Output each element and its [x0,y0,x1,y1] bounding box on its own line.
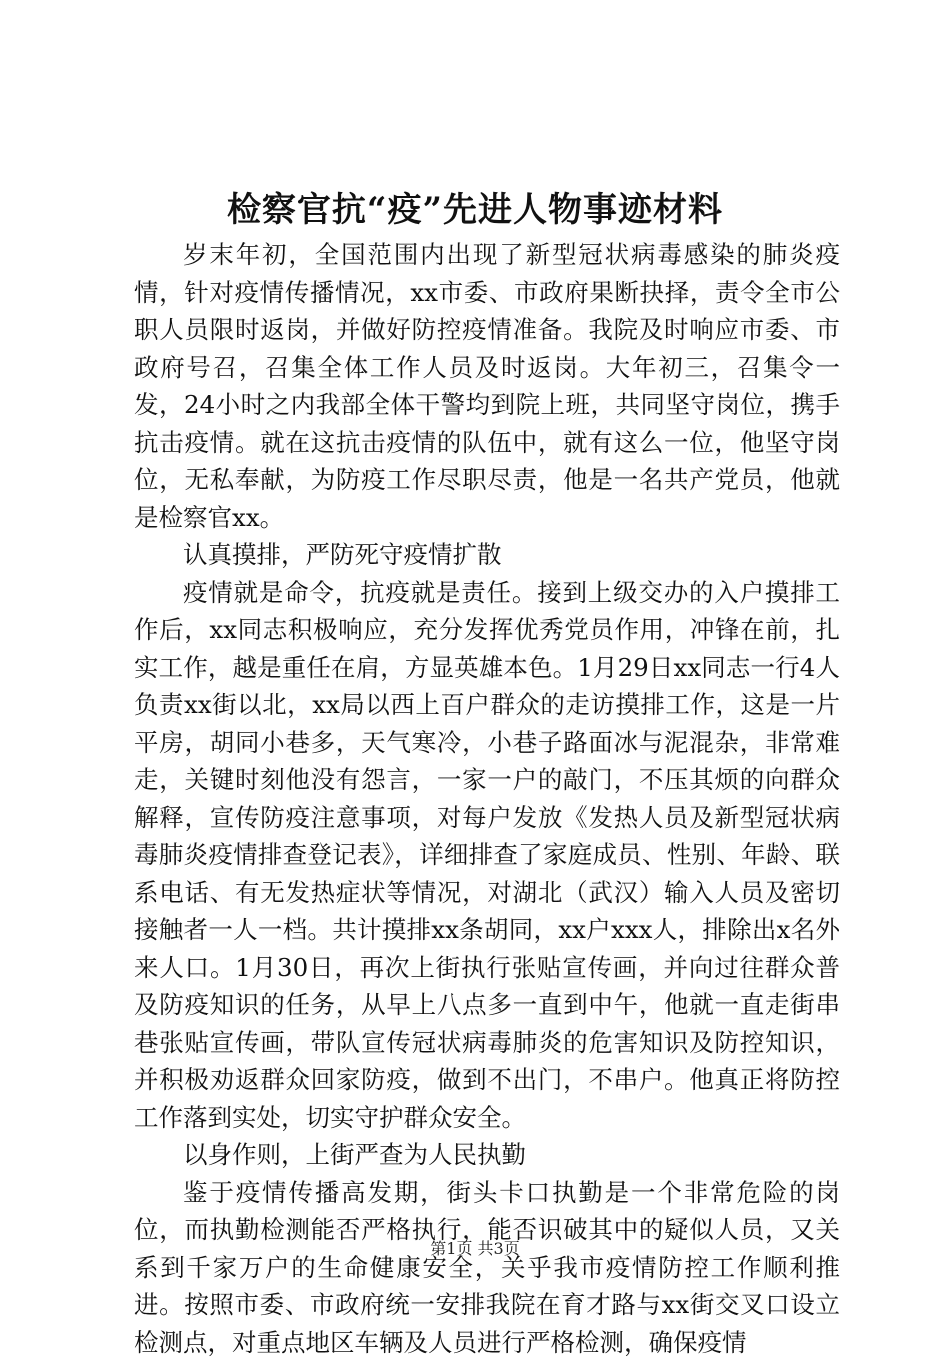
section-heading-2: 以身作则，上街严查为人民执勤 [134,1136,840,1174]
document-title: 检察官抗“疫”先进人物事迹材料 [0,186,950,234]
paragraph-section-1: 疫情就是命令，抗疫就是责任。接到上级交办的入户摸排工作后，xx同志积极响应，充分发挥优秀党员作用，冲锋在前，扎实工作，越是重任在肩，方显英雄本色。1月29日xx同志一行4人负责xx街以北，xx局以西上百户群众的走访摸排工作，这是一片平房，胡同小巷多，天气寒冷，小巷子路面冰与泥混杂，非常难走，关键时刻他没有怨言，一家一户的敲门，不压其烦的向群众解释，宣传防疫注意事项，对每户发放《发热人员及新型冠状病毒肺炎疫情排查登记表》，详细排查了家庭成员、性别、年龄、联系电话、有无发热症状等情况，对湖北（武汉）输入人员及密切接触者一人一档。共计摸排xx条胡同，xx户xxx人，排除出x名外来人口。1月30日，再次上街执行张贴宣传画，并向过往群众普及防疫知识的任务，从早上八点多一直到中午，他就一直走街串巷张贴宣传画，带队宣传冠状病毒肺炎的危害知识及防控知识，并积极劝返群众回家防疫，做到不出门，不串户。他真正将防控工作落到实处，切实守护群众安全。 [134,574,840,1137]
paragraph-section-2: 鉴于疫情传播高发期，街头卡口执勤是一个非常危险的岗位，而执勤检测能否严格执行，能否识破其中的疑似人员，又关系到千家万户的生命健康安全，关乎我市疫情防控工作顺利推进。按照市委、市政府统一安排我院在育才路与xx街交叉口设立检测点，对重点地区车辆及人员进行严格检测，确保疫情 [134,1174,840,1361]
paragraph-intro: 岁末年初，全国范围内出现了新型冠状病毒感染的肺炎疫情，针对疫情传播情况，xx市委、市政府果断抉择，责令全市公职人员限时返岗，并做好防控疫情准备。我院及时响应市委、市政府号召，召集全体工作人员及时返岗。大年初三，召集令一发，24小时之内我部全体干警均到院上班，共同坚守岗位，携手抗击疫情。就在这抗击疫情的队伍中，就有这么一位，他坚守岗位，无私奉献，为防疫工作尽职尽责，他是一名共产党员，他就是检察官xx。 [134,236,840,536]
page-footer: 第1页 共3页 [0,1238,950,1260]
section-heading-1: 认真摸排，严防死守疫情扩散 [134,536,840,574]
document-body [134,236,840,1361]
